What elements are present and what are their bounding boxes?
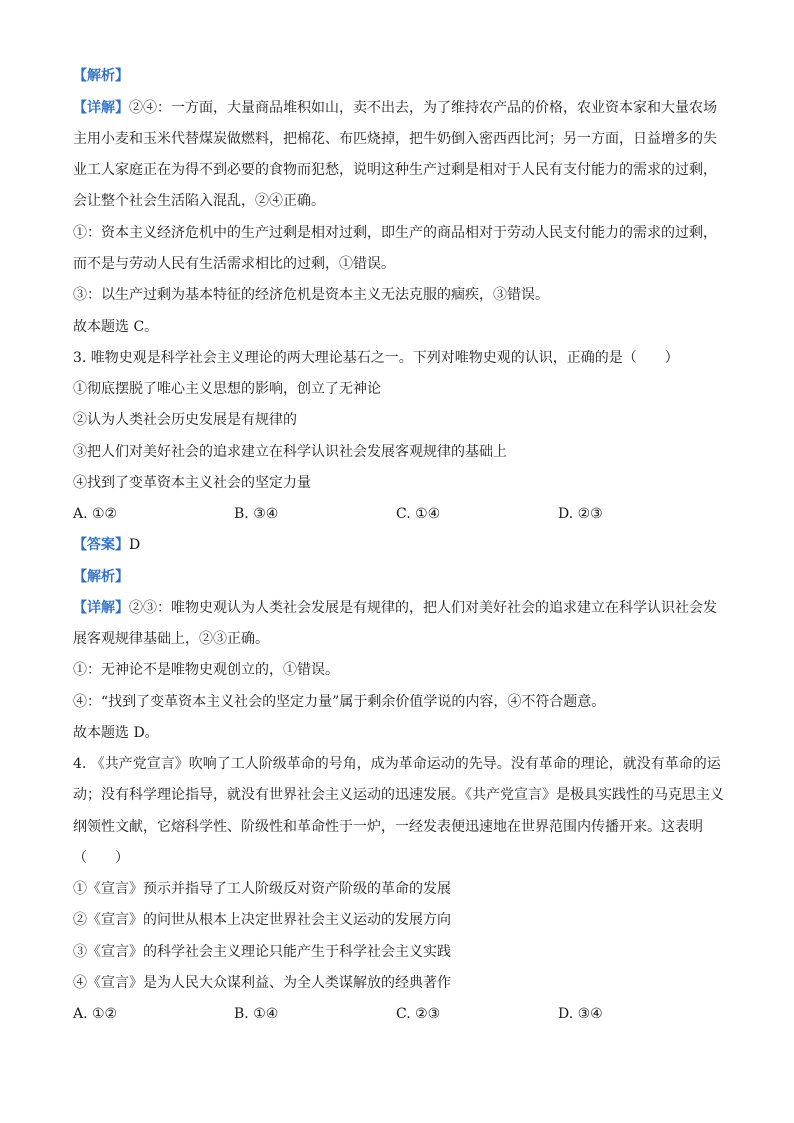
q4-stem-line-4: （ ） bbox=[73, 850, 129, 866]
q2-point1-line-1: ①：资本主义经济危机中的生产过剩是相对过剩，即生产的商品相对于劳动人民支付能力的需求的过剩， bbox=[73, 225, 717, 241]
analysis-tag: 【解析】 bbox=[73, 569, 129, 585]
q4-statement-3: ③《宣言》的科学社会主义理论只能产生于科学社会主义实践 bbox=[73, 944, 451, 960]
q4-stem-line-2: 动；没有科学理论指导，就没有世界社会主义运动的迅速发展。《共产党宣言》是极具实践性的马克思主义 bbox=[73, 787, 724, 803]
q3-point1: ①：无神论不是唯物史观创立的，①错误。 bbox=[73, 662, 339, 678]
q2-detail-text: ②④：一方面，大量商品堆积如山，卖不出去，为了维持农产品的价格，农业资本家和大量农场 bbox=[129, 100, 717, 116]
q3-option-d: D. ②③ bbox=[558, 506, 603, 522]
q3-detail-text: ②③：唯物史观认为人类社会发展是有规律的，把人们对美好社会的追求建立在科学认识社会发 bbox=[129, 600, 717, 616]
q3-option-b: B. ③④ bbox=[234, 506, 279, 522]
q3-point4: ④：“找到了变革资本主义社会的坚定力量”属于剩余价值学说的内容，④不符合题意。 bbox=[73, 694, 606, 710]
q2-analysis-heading bbox=[73, 66, 733, 86]
q2-point1-line-2: 而不是与劳动人民有生活需求相比的过剩，①错误。 bbox=[73, 256, 395, 272]
detail-tag: 【详解】 bbox=[73, 100, 129, 116]
q4-stem-line-3: 纲领性文献，它熔科学性、阶级性和革命性于一炉，一经发表便迅速地在世界范围内传播开来。这表明 bbox=[73, 819, 703, 835]
answer-tag: 【答案】 bbox=[73, 537, 129, 553]
q4-statement-2: ②《宣言》的问世从根本上决定世界社会主义运动的发展方向 bbox=[73, 912, 451, 928]
q3-stem: 3. 唯物史观是科学社会主义理论的两大理论基石之一。下列对唯物史观的认识，正确的是（ ） bbox=[73, 350, 679, 366]
q2-detail-line-4: 会让整个社会生活陷入混乱，②④正确。 bbox=[73, 193, 325, 209]
q2-conclusion: 故本题选 C。 bbox=[73, 319, 159, 335]
q4-statement-4: ④《宣言》是为人民大众谋利益、为全人类谋解放的经典著作 bbox=[73, 975, 451, 991]
q4-options bbox=[73, 1004, 733, 1024]
q3-detail-line-1 bbox=[73, 598, 733, 618]
q4-option-a: A. ①② bbox=[73, 1006, 118, 1022]
q4-statement-1: ①《宣言》预示并指导了工人阶级反对资产阶级的革命的发展 bbox=[73, 881, 451, 897]
q3-analysis-heading bbox=[73, 567, 733, 587]
q3-option-c: C. ①④ bbox=[396, 506, 441, 522]
q2-detail-line-1 bbox=[73, 98, 733, 118]
q4-option-d: D. ③④ bbox=[558, 1006, 603, 1022]
q3-answer-value: D bbox=[129, 537, 141, 553]
q2-point3: ③：以生产过剩为基本特征的经济危机是资本主义无法克服的痼疾，③错误。 bbox=[73, 287, 549, 303]
q4-option-c: C. ②③ bbox=[396, 1006, 441, 1022]
q4-stem-line-1: 4. 《共产党宣言》吹响了工人阶级革命的号角，成为革命运动的先导。没有革命的理论，就没有革命的运 bbox=[73, 756, 721, 772]
detail-tag: 【详解】 bbox=[73, 600, 129, 616]
q2-detail-line-2: 主用小麦和玉米代替煤炭做燃料，把棉花、布匹烧掉，把牛奶倒入密西西比河；另一方面，日益增多的失 bbox=[73, 131, 717, 147]
q3-answer bbox=[73, 535, 733, 555]
q3-options bbox=[73, 504, 733, 524]
q3-statement-1: ①彻底摆脱了唯心主义思想的影响，创立了无神论 bbox=[73, 381, 381, 397]
analysis-tag: 【解析】 bbox=[73, 68, 129, 84]
q3-detail-line-2: 展客观规律基础上，②③正确。 bbox=[73, 631, 269, 647]
q3-option-a: A. ①② bbox=[73, 506, 118, 522]
q3-statement-4: ④找到了变革资本主义社会的坚定力量 bbox=[73, 475, 311, 491]
q4-option-b: B. ①④ bbox=[234, 1006, 279, 1022]
q3-statement-3: ③把人们对美好社会的追求建立在科学认识社会发展客观规律的基础上 bbox=[73, 444, 507, 460]
q2-detail-line-3: 业工人家庭正在为得不到必要的食物而犯愁，说明这种生产过剩是相对于人民有支付能力的需求的过剩， bbox=[73, 162, 717, 178]
q3-conclusion: 故本题选 D。 bbox=[73, 725, 159, 741]
q3-statement-2: ②认为人类社会历史发展是有规律的 bbox=[73, 412, 297, 428]
